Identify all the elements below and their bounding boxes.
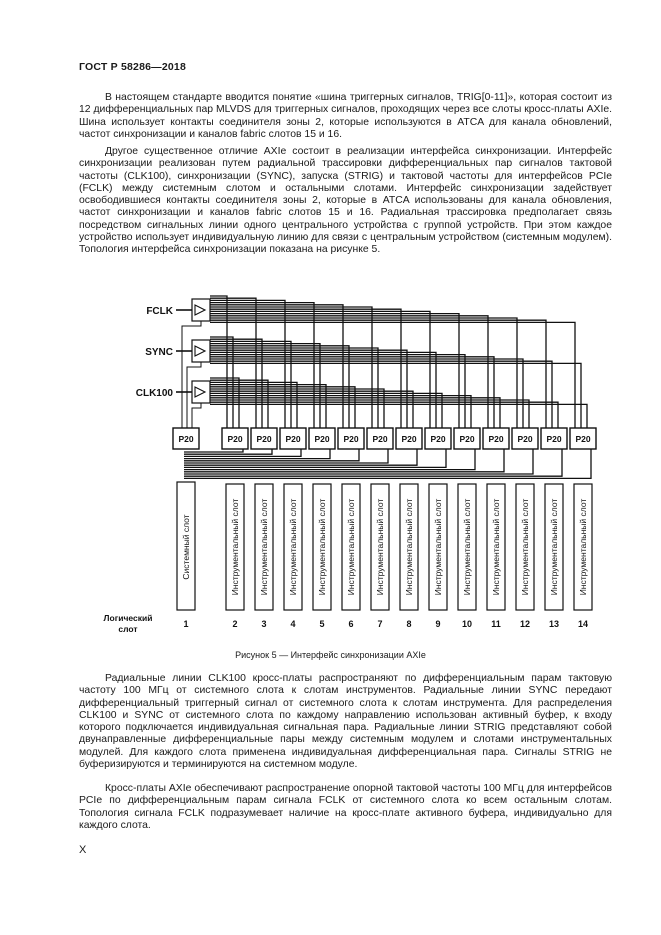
- slot-label: Инструментальный слот: [259, 498, 269, 596]
- paragraph-sync-interface: Другое существенное отличие AXIe состоит в реализации интерфейса синхронизации. Интерфейс синхронизации реализован путем радиальной трассировки дифференциальных пар сигналов тактовой частоты (CLK100), синхронизации (SYNC), запуска (STRIG) и тактовой частоты для интерфейсов PCIe (FCLK) между системным слотом и остальными слотами. Интерфейс синхронизации задействует освободившиеся контакты соединителя зоны 2, которые в ATCA использованы для канала обновления, частот синхронизации и каналов fabric слотов 15 и 16. Радиальная трассировка предполагает связь посредством сигнальных линии одного центрального устройства с группой устройств. При этом каждое устройство использует индивидуальную линию для связи с центральным устройством (системным модулем). Топология интерфейса синхронизации показана на рисунке 5.: [79, 146, 612, 256]
- paragraph-fclk: Кросс-платы AXIe обеспечивают распространение опорной тактовой частоты 100 МГц для интерфейсов PCIe по дифференциальным парам сигнала FCLK от системного слота ко всем остальным слотам. Топология сигнала FCLK подразумевает наличие на кросс-плате активного буфера, индивидуально для каждого слота.: [79, 783, 612, 831]
- bus-line: [210, 391, 413, 428]
- connector-label: P20: [430, 434, 446, 444]
- logical-slot-label: Логический: [103, 613, 153, 623]
- slot-number: 5: [319, 619, 325, 629]
- connector-label: P20: [178, 434, 194, 444]
- slot-number: 10: [461, 619, 473, 629]
- bus-line: [210, 378, 239, 428]
- signal-label: CLK100: [135, 388, 173, 399]
- connector-label: P20: [343, 434, 359, 444]
- signal-label: FCLK: [146, 306, 173, 317]
- bus-line: [210, 314, 459, 428]
- connector-label: P20: [372, 434, 388, 444]
- figure-caption: Рисунок 5 — Интерфейс синхронизации AXIe: [235, 650, 426, 660]
- connector-label: P20: [314, 434, 330, 444]
- slot-label: Инструментальный слот: [462, 498, 472, 596]
- slot-number: 3: [261, 619, 267, 629]
- connector-label: P20: [517, 434, 533, 444]
- buffer-feed-line: [192, 403, 201, 428]
- slot-number: 12: [519, 619, 531, 629]
- slot-label: Инструментальный слот: [549, 498, 559, 596]
- page-number: X: [79, 844, 87, 856]
- bus-line: [210, 300, 285, 428]
- slot-number: 14: [577, 619, 589, 629]
- sync-topology-figure: [100, 290, 600, 640]
- bus-line: [210, 357, 494, 428]
- bus-line: [210, 305, 343, 428]
- slot-label: Системный слот: [181, 514, 191, 580]
- connector-label: P20: [546, 434, 562, 444]
- document-header: ГОСТ Р 58286—2018: [79, 61, 187, 73]
- paragraph-clk100-sync: Радиальные линии CLK100 кросс-платы распространяют по дифференциальным парам тактовую частоту 100 МГц от системного слота к слотам инструментов. Радиальные линии SYNC передают дифференциальный триггерный сигнал от системного слота к слотам инструмента. Для распределения CLK100 и SYNC от системного слота по каждому направлению использован активный буфер, к входу которого подключается индивидуальная сигнальная пара. Радиальные линии STRIG представляют собой двунаправленные дифференциальные пары между системным модулем и слотами инструментальных модулей. Для каждого слота применена индивидуальная дифференциальная пара. Сигналы STRIG не буферизируются и терминируются на системном модуле.: [79, 673, 612, 771]
- slot-label: Инструментальный слот: [520, 498, 530, 596]
- slot-label: Инструментальный слот: [346, 498, 356, 596]
- connector-label: P20: [227, 434, 243, 444]
- slot-number: 13: [548, 619, 560, 629]
- connector-label: P20: [575, 434, 591, 444]
- slot-number: 9: [435, 619, 441, 629]
- connector-label: P20: [459, 434, 475, 444]
- slot-number: 4: [290, 619, 296, 629]
- connector-label: P20: [256, 434, 272, 444]
- slot-label: Инструментальный слот: [404, 498, 414, 596]
- connector-label: P20: [401, 434, 417, 444]
- paragraph-trigger-bus: В настоящем стандарте вводится понятие «шина триггерных сигналов, TRIG[0-11]», которая состоит из 12 дифференциальных пар MLVDS для триггерных сигналов, проходящих через все слоты кросс-платы AXIe. Шина использует контакты соединителя зоны 2, которые используются в ATCA для канала обновлений, частот синхронизации и каналов fabric слотов 15 и 16.: [79, 92, 612, 140]
- bus-line: [210, 404, 587, 428]
- slot-number: 11: [491, 619, 501, 629]
- slot-number: 6: [348, 619, 354, 629]
- connector-label: P20: [285, 434, 301, 444]
- slot-label: Инструментальный слот: [288, 498, 298, 596]
- slot-label: Инструментальный слот: [230, 498, 240, 596]
- bus-line: [210, 348, 378, 428]
- slot-label: Инструментальный слот: [578, 498, 588, 596]
- slot-number: 7: [377, 619, 383, 629]
- bus-line: [210, 322, 575, 428]
- slot-label: Инструментальный слот: [433, 498, 443, 596]
- bus-line: [210, 361, 552, 428]
- slot-number: 8: [406, 619, 412, 629]
- slot-label: Инструментальный слот: [491, 498, 501, 596]
- slot-label: Инструментальный слот: [375, 498, 385, 596]
- slot-label: Инструментальный слот: [317, 498, 327, 596]
- slot-number: 2: [232, 619, 238, 629]
- signal-label: SYNC: [145, 347, 173, 358]
- connector-label: P20: [488, 434, 504, 444]
- slot-number: 1: [183, 619, 189, 629]
- logical-slot-label: слот: [118, 624, 138, 634]
